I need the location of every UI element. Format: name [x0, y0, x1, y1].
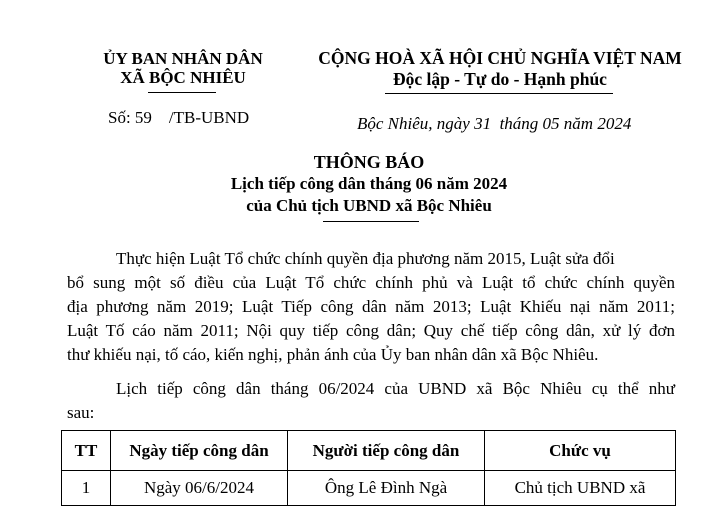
- paragraph-line: Lịch tiếp công dân tháng 06/2024 của UBND xã Bộc Nhiêu cụ thể như: [116, 379, 675, 398]
- org-name-line2: XÃ BỘC NHIÊU: [120, 68, 246, 87]
- column-header-date: Ngày tiếp công dân: [111, 431, 288, 471]
- country-name: CỘNG HOÀ XÃ HỘI CHỦ NGHĨA VIỆT NAM: [318, 48, 682, 68]
- table-header-row: [62, 431, 676, 471]
- notice-title: THÔNG BÁO: [313, 152, 425, 172]
- title-underline: [323, 221, 419, 222]
- column-header-position: Chức vụ: [485, 431, 676, 471]
- cell-tt: 1: [62, 471, 111, 506]
- paragraph-line: thư khiếu nại, tố cáo, kiến nghị, phản ánh của Ủy ban nhân dân xã Bộc Nhiêu.: [67, 345, 599, 364]
- national-motto: Độc lập - Tự do - Hạnh phúc: [393, 69, 607, 89]
- paragraph-line: sau:: [67, 403, 95, 422]
- motto-underline: [385, 93, 613, 94]
- document-number: Số: 59 /TB-UBND: [108, 108, 250, 127]
- body-paragraph-2: [67, 377, 675, 425]
- cell-position: Chủ tịch UBND xã: [485, 471, 676, 506]
- column-header-tt: TT: [62, 431, 111, 471]
- schedule-table: [61, 430, 676, 506]
- column-header-receiver: Người tiếp công dân: [288, 431, 485, 471]
- cell-receiver: Ông Lê Đình Ngà: [288, 471, 485, 506]
- paragraph-line: Luật Tố cáo năm 2011; Nội quy tiếp công dân; Quy chế tiếp công dân, xử lý đơn: [67, 321, 675, 340]
- org-underline: [148, 92, 216, 93]
- table-row: [62, 471, 676, 506]
- notice-subtitle: Lịch tiếp công dân tháng 06 năm 2024: [230, 174, 508, 193]
- body-paragraph-1: [67, 247, 675, 367]
- cell-date: Ngày 06/6/2024: [111, 471, 288, 506]
- paragraph-line: bổ sung một số điều của Luật Tổ chức chính phủ và Luật tổ chức chính quyền: [67, 273, 675, 292]
- paragraph-line: địa phương năm 2019; Luật Tiếp công dân năm 2013; Luật Khiếu nại năm 2011;: [67, 297, 675, 316]
- paragraph-line: Thực hiện Luật Tổ chức chính quyền địa phương năm 2015, Luật sửa đổi: [116, 249, 615, 268]
- place-date: Bộc Nhiêu, ngày 31 tháng 05 năm 2024: [357, 114, 632, 133]
- org-name-line1: ỦY BAN NHÂN DÂN: [103, 49, 263, 68]
- notice-subtitle-2: của Chủ tịch UBND xã Bộc Nhiêu: [246, 196, 492, 215]
